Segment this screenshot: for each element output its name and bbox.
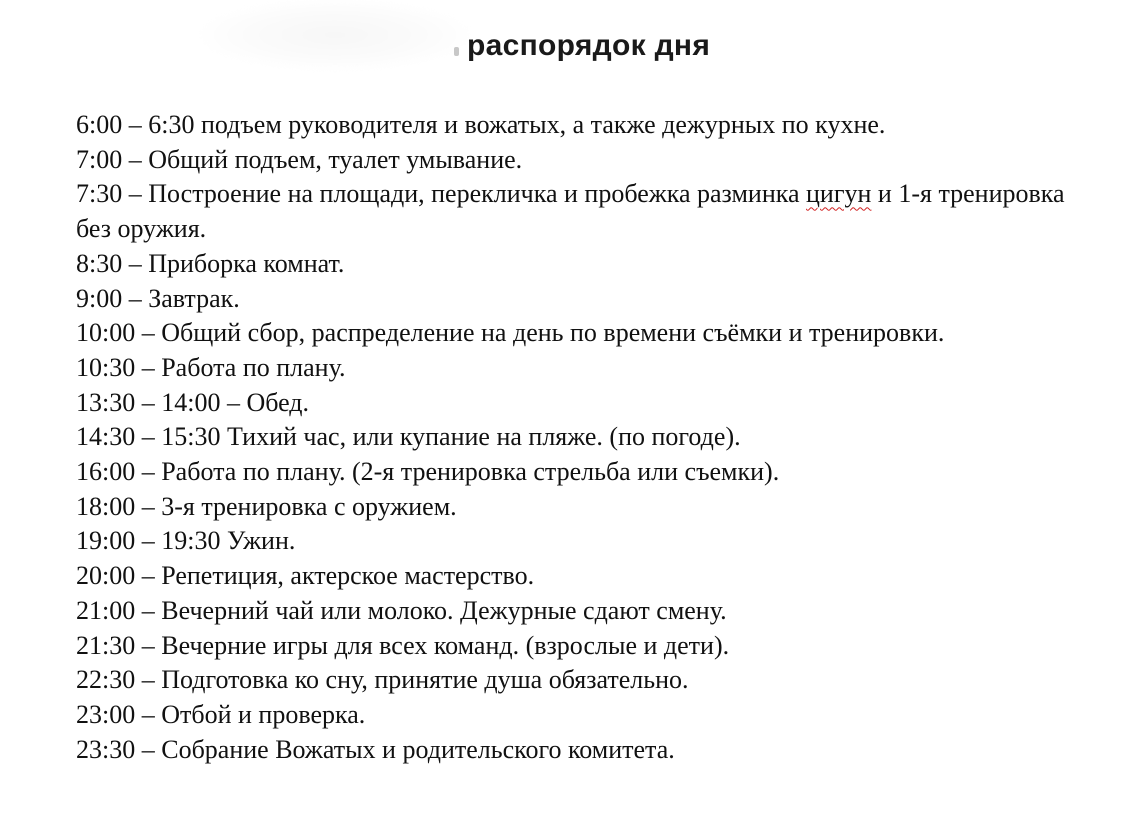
schedule-item: 22:30 – Подготовка ко сну, принятие душа обязательно. <box>76 665 689 695</box>
page-title: распорядок дня <box>467 29 711 62</box>
schedule-item <box>76 177 1086 246</box>
schedule-item-text: и 1-я тренировка без оружия. <box>76 179 1065 244</box>
scan-smudge <box>200 0 470 70</box>
schedule-item: 14:30 – 15:30 Тихий час, или купание на пляже. (по погоде). <box>76 422 741 452</box>
schedule-item: 21:30 – Вечерние игры для всех команд. (взрослые и дети). <box>76 630 730 660</box>
schedule-item: 20:00 – Репетиция, актерское мастерство. <box>76 561 535 591</box>
schedule-item: 19:00 – 19:30 Ужин. <box>76 526 296 556</box>
schedule-item: 10:00 – Общий сбор, распределение на день по времени съёмки и тренировки. <box>76 318 945 348</box>
schedule-item-text: 7:30 – Построение на площади, перекличка и пробежка разминка <box>76 179 807 209</box>
schedule-item: 23:00 – Отбой и проверка. <box>76 699 366 729</box>
title-dot <box>454 47 459 56</box>
schedule-item: 7:00 – Общий подъем, туалет умывание. <box>76 144 523 174</box>
schedule-list <box>76 108 1126 767</box>
schedule-item: 21:00 – Вечерний чай или молоко. Дежурные сдают смену. <box>76 595 727 625</box>
schedule-item: 23:30 – Собрание Вожатых и родительского комитета. <box>76 734 675 764</box>
schedule-item: 13:30 – 14:00 – Обед. <box>76 387 310 417</box>
spellcheck-flagged-word: цигун <box>806 179 872 209</box>
schedule-item: 18:00 – 3-я тренировка с оружием. <box>76 491 457 521</box>
schedule-item: 6:00 – 6:30 подъем руководителя и вожатых, а также дежурных по кухне. <box>76 110 886 139</box>
schedule-item: 16:00 – Работа по плану. (2-я тренировка стрельба или съемки). <box>76 457 780 487</box>
schedule-item: 9:00 – Завтрак. <box>76 283 240 313</box>
schedule-item: 10:30 – Работа по плану. <box>76 352 346 382</box>
schedule-item: 8:30 – Приборка комнат. <box>76 248 345 278</box>
